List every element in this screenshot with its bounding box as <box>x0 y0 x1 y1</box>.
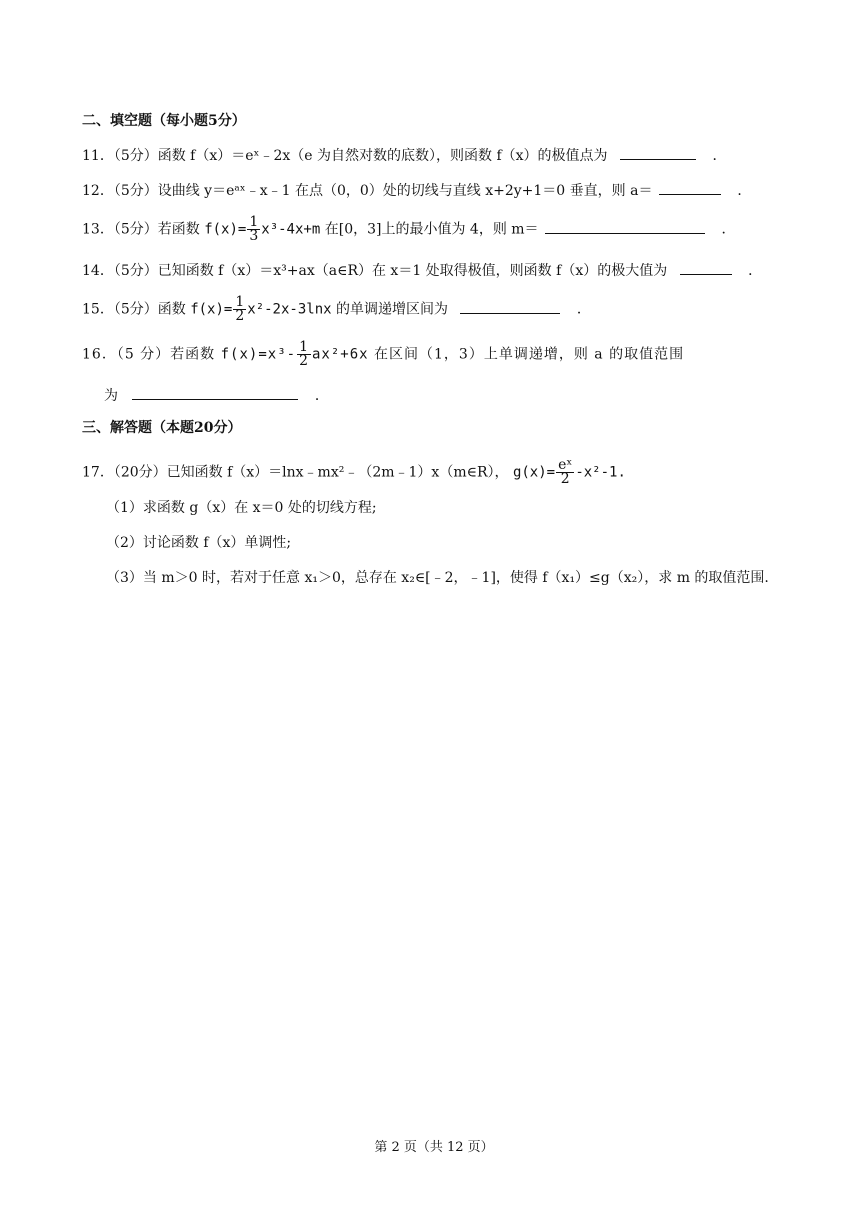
question-end: ． <box>314 388 329 404</box>
fraction-numerator: 1 <box>299 339 309 355</box>
question-14 <box>82 260 762 281</box>
question-end: ． <box>576 301 591 318</box>
question-17 <box>82 459 626 486</box>
question-end: ． <box>737 183 752 199</box>
fraction-numerator: eˣ <box>558 457 573 473</box>
fraction-denominator: 3 <box>249 228 259 244</box>
question-11-text: 11．（5分）函数 f（x）＝eˣ﹣2x（e 为自然对数的底数），则函数 f（x）的极值点为 <box>82 148 608 164</box>
question-16-suffix: 在区间（1，3）上单调递增，则 a 的取值范围 <box>374 346 685 363</box>
answer-blank[interactable] <box>680 260 732 275</box>
function-expression: ax²+6x <box>311 346 369 363</box>
answer-blank[interactable] <box>620 145 696 160</box>
question-15 <box>82 296 591 323</box>
section-heading-fill-in: 二、填空题（每小题5分） <box>82 113 246 129</box>
fraction-denominator: 2 <box>299 353 309 369</box>
answer-blank[interactable] <box>545 219 705 234</box>
question-16-continued <box>104 385 329 406</box>
question-end: ． <box>721 221 736 238</box>
question-13-prefix: 13．（5分）若函数 <box>82 221 200 238</box>
question-12-text: 12．（5分）设曲线 y＝eᵃˣ﹣x﹣1 在点（0，0）处的切线与直线 x+2y+1＝0 垂直，则 a＝ <box>82 183 653 199</box>
question-end: ． <box>712 148 727 164</box>
question-15-prefix: 15．（5分）函数 <box>82 301 186 318</box>
question-17-part-1: （1）求函数 g（x）在 x＝0 处的切线方程; <box>106 500 377 516</box>
question-17-part-2: （2）讨论函数 f（x）单调性; <box>106 535 292 551</box>
fraction <box>556 459 574 486</box>
fraction <box>247 216 260 243</box>
fraction-numerator: 1 <box>249 214 259 230</box>
fraction <box>233 296 246 323</box>
fraction-denominator: 2 <box>560 471 570 487</box>
function-expression: -x²-1. <box>575 464 626 481</box>
question-11 <box>82 145 726 166</box>
section-heading-answer: 三、解答题（本题20分） <box>82 420 242 436</box>
fraction <box>297 341 311 368</box>
question-17-prefix: 17．（20分）已知函数 f（x）＝lnx﹣mx²﹣（2m﹣1）x（m∈R）， <box>82 464 509 481</box>
question-14-text: 14．（5分）已知函数 f（x）＝x³+ax（a∈R）在 x＝1 处取得极值，则函数 f（x）的极大值为 <box>82 263 668 279</box>
question-15-suffix: 的单调递增区间为 <box>336 301 449 318</box>
fraction-numerator: 1 <box>235 294 245 310</box>
function-name: g(x)= <box>512 464 556 481</box>
page-footer: 第 2 页（共 12 页） <box>374 1140 494 1155</box>
answer-blank[interactable] <box>132 385 298 400</box>
question-end: ． <box>748 263 763 279</box>
fraction-denominator: 2 <box>235 308 245 324</box>
question-16-prefix: 16．（5 分）若函数 <box>82 346 216 363</box>
function-expression: x³-4x+m <box>261 221 321 238</box>
function-name: f(x)= <box>190 301 233 318</box>
answer-blank[interactable] <box>659 180 721 195</box>
function-expression: x²-2x-3lnx <box>247 301 332 318</box>
question-13-suffix: 在[0，3]上的最小值为 4，则 m＝ <box>324 221 539 238</box>
question-12 <box>82 180 751 201</box>
question-17-part-3: （3）当 m＞0 时，若对于任意 x₁＞0，总存在 x₂∈[﹣2，﹣1]，使得 f（x₁）≤g（x₂），求 m 的取值范围. <box>106 570 769 586</box>
question-13 <box>82 216 735 243</box>
question-16-line2: 为 <box>104 388 118 404</box>
function-name: f(x)= <box>204 221 247 238</box>
function-name: f(x)=x³- <box>220 346 297 363</box>
question-16 <box>82 341 684 368</box>
answer-blank[interactable] <box>460 299 560 314</box>
